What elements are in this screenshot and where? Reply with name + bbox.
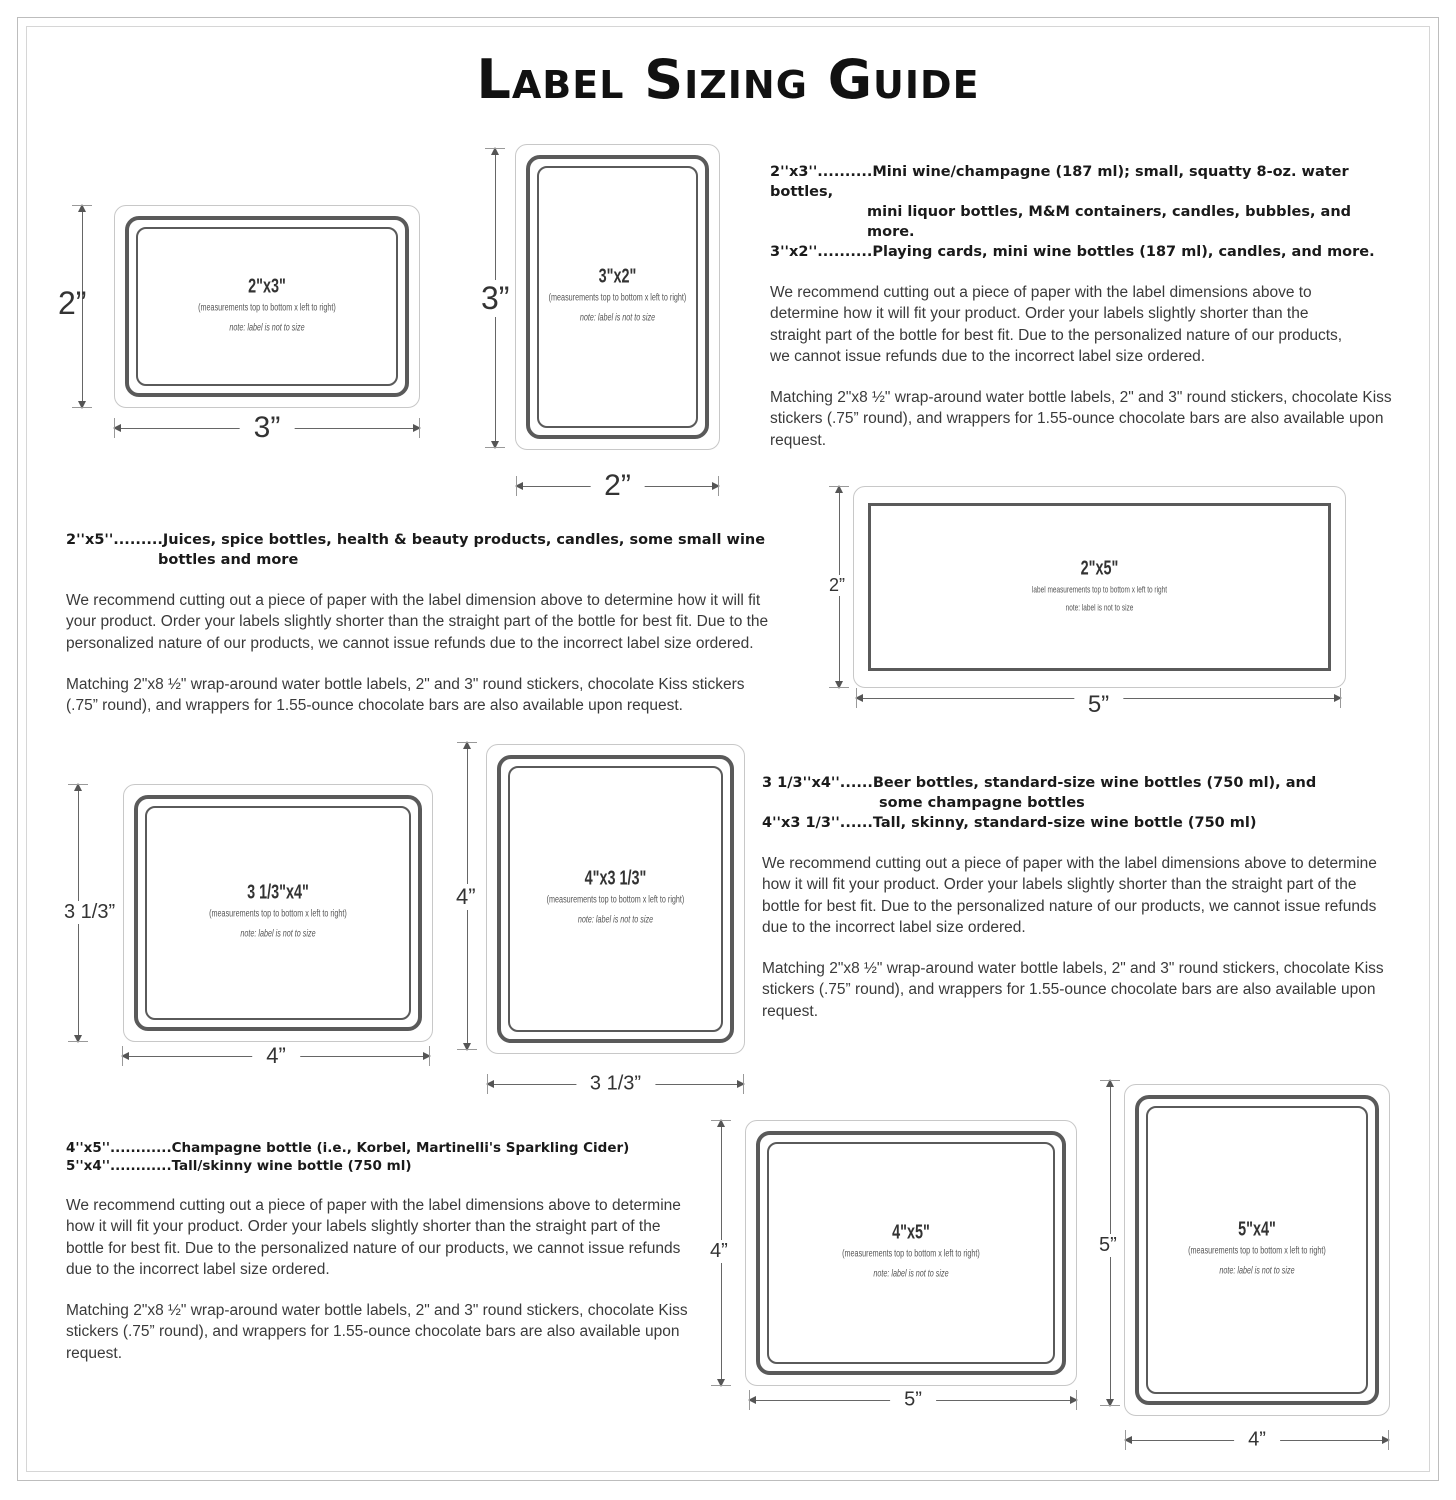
recommend-paragraph: We recommend cutting out a piece of paper with the label dimensions above to determine how it will fit your product. Order your labels slightly shorter than the straight part of the bottle for best fit. Due to the personalized nature of our products, we cannot issue refunds due to the incorrect label size ordered. — [770, 284, 1343, 365]
matching-paragraph: Matching 2"x8 ½" wrap-around water bottle labels, 2" and 3" round stickers, chocolate Kiss stickers (.75” round), and wrappers for 1.55-ounce chocolate bars are also available upon request. — [762, 960, 1384, 1020]
width-label-5x4: 4” — [1234, 1429, 1280, 1452]
recommend-paragraph: We recommend cutting out a piece of paper with the label dimension above to determine how it will fit your product. Order your labels slightly shorter than the straight part of the bottle for best fit. Due to the personalized nature of our products, we cannot issue refunds due to the incorrect label size ordered. — [66, 592, 769, 652]
spec-line: 2''x3''..........Mini wine/champagne (187 ml); small, squatty 8-oz. water bottles, — [770, 164, 1349, 200]
matching-paragraph: Matching 2"x8 ½" wrap-around water bottle labels, 2" and 3" round stickers, chocolate Kiss stickers (.75” round), and wrappers for 1.55-ounce chocolate bars are also available upon request. — [66, 675, 745, 715]
label-size-text: 4"x3 1/3" — [584, 867, 647, 890]
width-label-4x3-1-3: 3 1/3” — [576, 1073, 655, 1096]
spec-line: 2''x5''.........Juices, spice bottles, health & beauty products, candles, some small wine — [66, 532, 766, 548]
label-size-text: 4"x5" — [892, 1221, 930, 1244]
matching-paragraph: Matching 2"x8 ½" wrap-around water bottle labels, 2" and 3" round stickers, chocolate Kiss stickers (.75” round), and wrappers for 1.55-ounce chocolate bars are also available upon request. — [66, 1302, 688, 1362]
width-dimension-5x4 — [1125, 1430, 1389, 1450]
label-size-text: 2"x3" — [248, 275, 286, 297]
label-measure-note: (measurements top to bottom x left to right) — [842, 1248, 980, 1260]
section-4x5-text — [66, 1139, 706, 1364]
label-card-2x5 — [853, 486, 1346, 688]
label-not-to-size: note: label is not to size — [1219, 1265, 1295, 1277]
height-label-5x4: 5” — [1099, 1234, 1117, 1256]
label-card-3x2 — [515, 144, 720, 450]
width-label-4x5: 5” — [890, 1389, 936, 1412]
label-not-to-size: note: label is not to size — [229, 322, 305, 333]
section-2x3-3x2-text — [770, 162, 1400, 451]
height-label-4x5: 4” — [710, 1240, 728, 1262]
label-not-to-size: note: label is not to size — [1065, 602, 1134, 613]
height-label-3x2: 3” — [481, 280, 510, 316]
spec-line: 4''x3 1/3''......Tall, skinny, standard-size wine bottle (750 ml) — [762, 815, 1257, 831]
height-label-2x3: 2” — [58, 285, 87, 321]
label-measure-note: (measurements top to bottom x left to right) — [198, 302, 336, 313]
label-measure-note: (measurements top to bottom x left to right) — [546, 894, 685, 906]
label-size-text: 3 1/3"x4" — [247, 881, 309, 904]
height-label-3-1-3x4: 3 1/3” — [64, 901, 116, 923]
width-dimension-2x5 — [856, 688, 1341, 718]
label-not-to-size: note: label is not to size — [577, 914, 654, 926]
width-dimension-3-1-3x4 — [122, 1043, 430, 1068]
label-card-3-1-3x4 — [123, 784, 433, 1042]
label-card-4x5 — [745, 1120, 1077, 1386]
width-dimension-4x3-1-3 — [487, 1074, 744, 1094]
spec-line: 4''x5''............Champagne bottle (i.e., Korbel, Martinelli's Sparkling Cider) — [66, 1140, 630, 1156]
spec-line: 3''x2''..........Playing cards, mini wine bottles (187 ml), candles, and more. — [770, 244, 1375, 260]
spec-line-continued: some champagne bottles — [879, 795, 1085, 811]
matching-paragraph: Matching 2"x8 ½" wrap-around water bottle labels, 2" and 3" round stickers, chocolate Kiss stickers (.75” round), and wrappers for 1.55-ounce chocolate bars are also available upon request. — [770, 389, 1392, 449]
width-label-3-1-3x4: 4” — [252, 1043, 300, 1069]
label-card-4x3-1-3 — [486, 744, 745, 1054]
label-measure-note: label measurements top to bottom x left to right — [1031, 584, 1168, 595]
width-dimension-4x5 — [749, 1390, 1077, 1410]
spec-line: 3 1/3''x4''......Beer bottles, standard-size wine bottles (750 ml), and — [762, 775, 1317, 791]
label-not-to-size: note: label is not to size — [240, 928, 316, 940]
width-label-3x2: 2” — [590, 469, 645, 503]
label-not-to-size: note: label is not to size — [579, 312, 656, 324]
label-size-text: 2"x5" — [1080, 557, 1119, 580]
width-label-2x5: 5” — [1074, 691, 1123, 719]
label-card-5x4 — [1124, 1084, 1390, 1416]
spec-line: 5''x4''............Tall/skinny wine bottle (750 ml) — [66, 1158, 412, 1174]
width-dimension-2x3 — [114, 411, 420, 444]
spec-line-continued: mini liquor bottles, M&M containers, candles, bubbles, and more. — [867, 204, 1352, 240]
label-card-2x3 — [114, 205, 420, 408]
label-size-text: 5"x4" — [1238, 1218, 1276, 1241]
section-3-1-3x4-text — [762, 773, 1402, 1022]
page-title: Label Sizing Guide — [476, 48, 980, 111]
width-dimension-3x2 — [516, 469, 719, 502]
recommend-paragraph: We recommend cutting out a piece of paper with the label dimensions above to determine how it will fit your product. Order your labels slightly shorter than the straight part of the bottle for best fit. Due to the personalized nature of our products, we cannot issue refunds due to the incorrect label size ordered. — [762, 855, 1377, 936]
height-label-4x3-1-3: 4” — [456, 884, 476, 909]
label-size-text: 3"x2" — [598, 265, 637, 288]
recommend-paragraph: We recommend cutting out a piece of paper with the label dimensions above to determine how it will fit your product. Order your labels slightly shorter than the straight part of the bottle for best fit. Due to the personalized nature of our products, we cannot issue refunds due to the incorrect label size ordered. — [66, 1197, 681, 1278]
section-2x5-text — [66, 530, 796, 716]
height-label-2x5: 2” — [829, 575, 846, 595]
width-label-2x3: 3” — [240, 411, 295, 445]
label-not-to-size: note: label is not to size — [873, 1268, 949, 1280]
label-measure-note: (measurements top to bottom x left to right) — [1188, 1245, 1326, 1257]
spec-line-continued: bottles and more — [158, 552, 299, 568]
label-measure-note: (measurements top to bottom x left to right) — [548, 292, 687, 304]
label-measure-note: (measurements top to bottom x left to right) — [209, 908, 347, 920]
